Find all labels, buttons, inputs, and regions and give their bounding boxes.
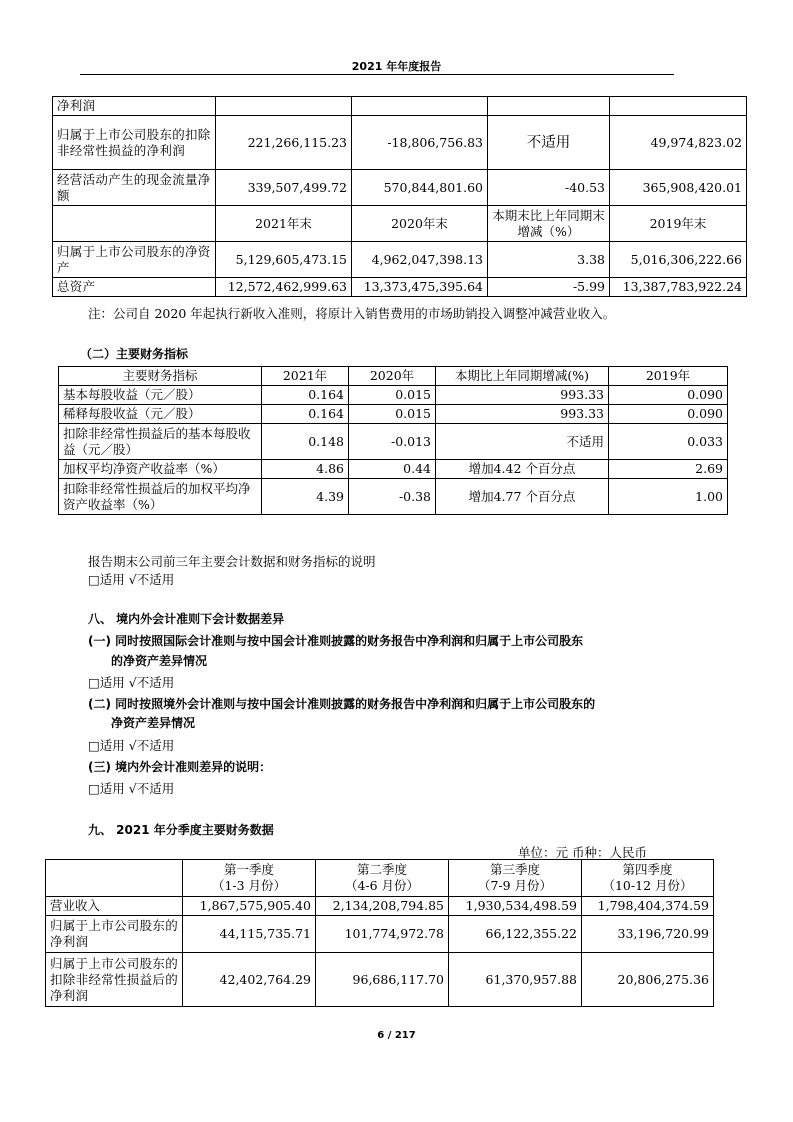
table-row (53, 170, 747, 206)
subsection-3-title: (三) 境内外会计准则差异的说明： (88, 760, 272, 774)
col-header-2020: 2020年末 (352, 206, 488, 242)
subsection-2-line1: (二) 同时按照境外会计准则与按中国会计准则披露的财务报告中净利润和归属于上市公司股东的 (88, 697, 596, 711)
row-label: 基本每股收益（元／股） (59, 386, 262, 405)
cell-2019: 2.69 (609, 460, 728, 479)
cell-2019: 13,387,783,922.24 (610, 278, 747, 297)
header-divider (80, 74, 674, 75)
cell-q2: 96,686,117.70 (316, 953, 449, 1007)
cell-2021: 4.86 (262, 460, 349, 479)
cell-2020: -0.013 (349, 424, 436, 460)
cell-2019: 365,908,420.01 (610, 170, 747, 206)
col-header: 2021年 (262, 367, 349, 386)
cell-change: -40.53 (488, 170, 610, 206)
cell-2021: 4.39 (262, 479, 349, 515)
subsection-3-applicable: □适用 √不适用 (88, 781, 175, 796)
cell-q2: 2,134,208,794.85 (316, 897, 449, 916)
table-row (59, 460, 728, 479)
col-header-q1: 第一季度 （1-3 月份） (183, 860, 316, 897)
table-row (53, 97, 747, 116)
unit-currency-label: 单位：元 币种：人民币 (518, 845, 647, 860)
subsection-1-line1: (一) 同时按照国际会计准则与按中国会计准则披露的财务报告中净利润和归属于上市公司股东 (88, 634, 584, 648)
cell-2020: 570,844,801.60 (352, 170, 488, 206)
subsection-1-applicable: □适用 √不适用 (88, 675, 175, 690)
cell-2020: 13,373,475,395.64 (352, 278, 488, 297)
subsection-1-line2: 的净资产差异情况 (111, 654, 208, 668)
row-label: 归属于上市公司股东的扣除非经常性损益后的净利润 (46, 953, 183, 1007)
explanation-text: 报告期末公司前三年主要会计数据和财务指标的说明 (88, 554, 376, 569)
cell-change: 不适用 (436, 424, 609, 460)
cell-2020: -18,806,756.83 (352, 116, 488, 170)
row-label: 归属于上市公司股东的净利润 (46, 916, 183, 953)
page-number: 6 / 217 (377, 1030, 416, 1041)
row-label (53, 206, 216, 242)
cell-q2: 101,774,972.78 (316, 916, 449, 953)
cell-change: 993.33 (436, 405, 609, 424)
cell-q4: 20,806,275.36 (582, 953, 714, 1007)
col-header-q4: 第四季度 （10-12 月份） (582, 860, 714, 897)
cell-2020: 0.015 (349, 386, 436, 405)
cell-2021: 0.164 (262, 405, 349, 424)
col-header-change: 本期末比上年同期末增减（%） (488, 206, 610, 242)
section-title-quarterly-data: 九、 2021 年分季度主要财务数据 (88, 823, 274, 837)
cell-2019: 0.090 (609, 386, 728, 405)
cell-q4: 33,196,720.99 (582, 916, 714, 953)
subsection-2-applicable: □适用 √不适用 (88, 738, 175, 753)
table-row (59, 386, 728, 405)
cell-2019: 49,974,823.02 (610, 116, 747, 170)
cell-2020: -0.38 (349, 479, 436, 515)
cell-2021: 5,129,605,473.15 (216, 242, 352, 278)
table-header-row (46, 860, 714, 897)
cell-change: -5.99 (488, 278, 610, 297)
row-label: 扣除非经常性损益后的加权平均净资产收益率（%） (59, 479, 262, 515)
cell-q3: 66,122,355.22 (449, 916, 582, 953)
quarterly-data-table (45, 859, 714, 1007)
col-header-2021: 2021年末 (216, 206, 352, 242)
cell-q1: 42,402,764.29 (183, 953, 316, 1007)
cell-2020: 0.44 (349, 460, 436, 479)
row-label: 归属于上市公司股东的扣除非经常性损益的净利润 (53, 116, 216, 170)
col-header-q2: 第二季度 （4-6 月份） (316, 860, 449, 897)
row-label: 经营活动产生的现金流量净额 (53, 170, 216, 206)
applicable-checkbox-row: □适用 √不适用 (88, 572, 175, 587)
cell-2021: 12,572,462,999.63 (216, 278, 352, 297)
col-header: 主要财务指标 (59, 367, 262, 386)
row-label: 净利润 (53, 97, 216, 116)
cell-2020: 4,962,047,398.13 (352, 242, 488, 278)
subsection-2-line2: 净资产差异情况 (111, 716, 196, 730)
table-row (59, 405, 728, 424)
table-row (46, 953, 714, 1007)
col-header: 2020年 (349, 367, 436, 386)
table-row (46, 897, 714, 916)
cell-2021: 339,507,499.72 (216, 170, 352, 206)
col-header-q3: 第三季度 （7-9 月份） (449, 860, 582, 897)
cell-2019: 0.033 (609, 424, 728, 460)
cell-q4: 1,798,404,374.59 (582, 897, 714, 916)
row-label: 扣除非经常性损益后的基本每股收益（元／股） (59, 424, 262, 460)
row-label: 总资产 (53, 278, 216, 297)
col-header-2019: 2019年末 (610, 206, 747, 242)
cell-2021: 221,266,115.23 (216, 116, 352, 170)
col-header: 本期比上年同期增减(%) (436, 367, 609, 386)
cell-q3: 1,930,534,498.59 (449, 897, 582, 916)
table-row (53, 206, 747, 242)
cell-q1: 44,115,735.71 (183, 916, 316, 953)
cell-change: 3.38 (488, 242, 610, 278)
cell-2020: 0.015 (349, 405, 436, 424)
cell-2019: 0.090 (609, 405, 728, 424)
page-header-title: 2021 年年度报告 (351, 60, 442, 73)
row-label: 加权平均净资产收益率（%） (59, 460, 262, 479)
table-row (46, 916, 714, 953)
key-accounting-data-table (52, 96, 747, 297)
cell-2021: 0.164 (262, 386, 349, 405)
cell-change: 993.33 (436, 386, 609, 405)
financial-indicators-table (58, 366, 728, 515)
cell-change: 增加4.42 个百分点 (436, 460, 609, 479)
cell-2019: 1.00 (609, 479, 728, 515)
col-header: 2019年 (609, 367, 728, 386)
cell-change: 不适用 (488, 116, 610, 170)
table-note: 注：公司自 2020 年起执行新收入准则，将原计入销售费用的市场助销投入调整冲减营业收入。 (88, 306, 616, 321)
section-title-financial-indicators: （二）主要财务指标 (80, 347, 189, 361)
table-row (59, 479, 728, 515)
row-label: 营业收入 (46, 897, 183, 916)
table-row (53, 116, 747, 170)
table-row (53, 278, 747, 297)
cell-q1: 1,867,575,905.40 (183, 897, 316, 916)
section-title-accounting-differences: 八、 境内外会计准则下会计数据差异 (88, 612, 285, 626)
cell-change: 增加4.77 个百分点 (436, 479, 609, 515)
table-header-row (59, 367, 728, 386)
cell-2019: 5,016,306,222.66 (610, 242, 747, 278)
cell-q3: 61,370,957.88 (449, 953, 582, 1007)
table-row (53, 242, 747, 278)
table-row (59, 424, 728, 460)
cell-2021: 0.148 (262, 424, 349, 460)
row-label: 稀释每股收益（元／股） (59, 405, 262, 424)
row-label: 归属于上市公司股东的净资产 (53, 242, 216, 278)
